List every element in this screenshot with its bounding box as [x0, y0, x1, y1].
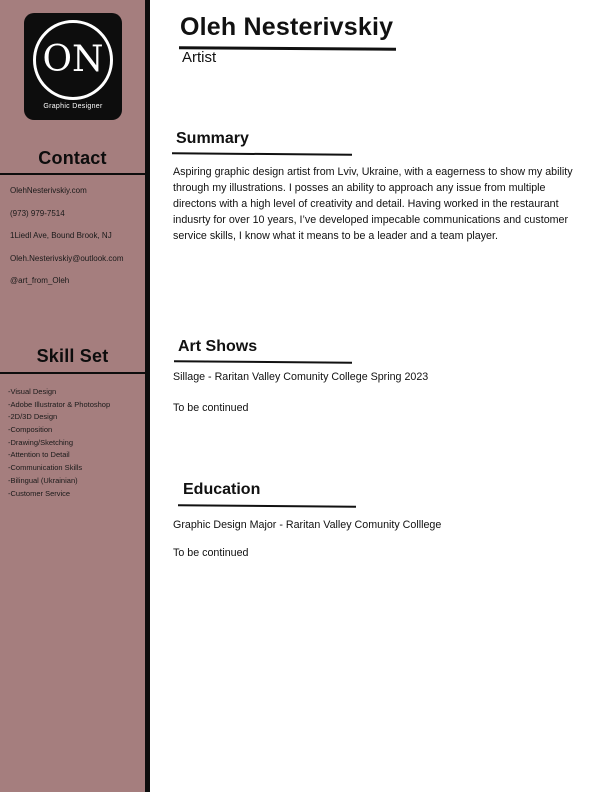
- art-shows-entry: Sillage - Raritan Valley Comunity College Spring 2023: [173, 371, 429, 383]
- skills-list: [8, 387, 144, 501]
- logo-initials: ON: [42, 39, 104, 80]
- contact-heading: Contact: [38, 148, 107, 168]
- skill-item: -Adobe Illustrator & Photoshop: [8, 399, 111, 409]
- page-title: Oleh Nesterivskiy: [180, 13, 394, 41]
- contact-item-email: Oleh.Nesterivskiy@outlook.com: [10, 253, 124, 263]
- education-entry: Graphic Design Major - Raritan Valley Comunity Colllege: [173, 519, 442, 531]
- education-underline: [178, 504, 356, 507]
- contact-item-phone: (973) 979-7514: [10, 208, 65, 218]
- contact-underline: [0, 173, 145, 175]
- logo-tagline: Graphic Designer: [43, 103, 103, 110]
- skill-item: -Communication Skills: [8, 463, 83, 473]
- contact-item-social: @art_from_Oleh: [10, 276, 70, 285]
- summary-heading: Summary: [176, 130, 249, 147]
- skill-item: -Bilingual (Ukrainian): [8, 475, 78, 485]
- art-shows-heading: Art Shows: [178, 338, 258, 355]
- skill-item: -Visual Design: [8, 387, 57, 396]
- skill-item: -2D/3D Design: [8, 412, 58, 422]
- job-title: Artist: [182, 49, 217, 66]
- skills-underline: [0, 372, 145, 374]
- skill-item: -Drawing/Sketching: [8, 437, 74, 447]
- contact-list: [10, 186, 142, 299]
- logo: [24, 13, 122, 120]
- art-shows-underline: [174, 360, 352, 363]
- skill-item: -Attention to Detail: [8, 450, 70, 460]
- summary-body: Aspiring graphic design artist from Lviv, Ukraine, with a eagerness to show my ability through my illustrations. I posses an ability to approach any issue from multiple directons with a high level of creativity and detail. Having worked in the restaurant indusrty for over 10 years, I’ve developed impecable communications and customer service skills, I know what it means to be a leader and a team player.: [173, 166, 573, 243]
- sidebar-divider: [145, 0, 150, 792]
- contact-item-website: OlehNesterivskiy.com: [10, 186, 87, 195]
- education-continued: To be continued: [173, 547, 249, 559]
- education-heading: Education: [183, 481, 261, 498]
- skills-heading: Skill Set: [36, 346, 109, 366]
- sidebar: [0, 0, 145, 792]
- art-shows-continued: To be continued: [173, 402, 249, 414]
- logo-circle-icon: [33, 20, 113, 100]
- skill-item: -Customer Service: [8, 488, 71, 498]
- contact-item-address: 1Liedl Ave, Bound Brook, NJ: [10, 231, 112, 240]
- summary-underline: [172, 152, 352, 155]
- skill-item: -Composition: [8, 425, 53, 435]
